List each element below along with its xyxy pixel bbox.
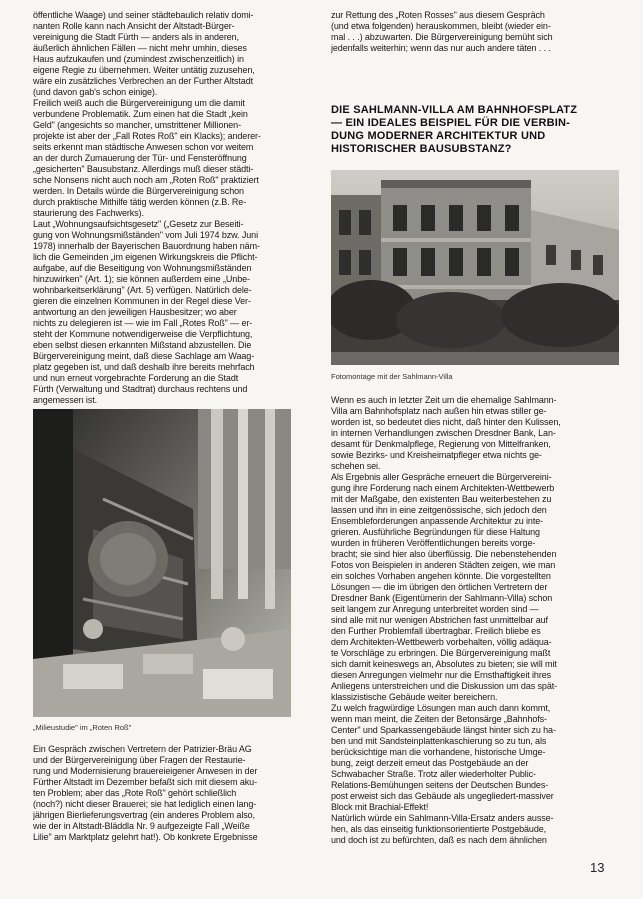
left-top-line: Geld" (angesichts so mancher, umstrittener Millionen- (33, 120, 241, 130)
right-body-line: hen, als das einseitig funktionsorientierte Postgebäude, (331, 824, 547, 834)
page-number: 13 (590, 860, 605, 875)
left-top-line: Laut „Wohnungsaufsichtsgesetz" („Gesetz zur Beseiti- (33, 219, 244, 229)
left-top-line: gung von Wohnungsmißständen" vom Juli 1974 bzw. Juni (33, 230, 258, 240)
right-top-line: mal . . .) abzuwarten. Die Bürgervereinigung bemüht sich (331, 32, 553, 42)
left-top-line: vereinigung die Stadt Fürth — anders als in anderen, (33, 32, 239, 42)
left-top-line: werden. In Details würde die Bürgervereinigung schon (33, 186, 244, 196)
left-top-line: äußerlich ähnlichen Fällen — nicht mehr umhin, dieses (33, 43, 247, 53)
section-heading (331, 104, 616, 156)
right-body-line: Zu welch fragwürdige Lösungen man auch dann kommt, (331, 703, 551, 713)
left-top-line: Bürgervereinigung meint, daß diese Sachlage am Waag- (33, 351, 255, 361)
left-top-line: wohnbarkeitserklärung" (Art. 5) verfügen. Natürlich dele- (33, 285, 252, 295)
left-top-line: hinzuwirken" (Art. 1); sie können außerdem eine „Unbe- (33, 274, 250, 284)
right-column-top-text (331, 10, 611, 54)
right-body-line: sind alle mit nur wenigen Abstrichen fast unmittelbar auf (331, 615, 548, 625)
heading-line: — EIN IDEALES BEISPIEL FÜR DIE VERBIN- (331, 117, 571, 129)
right-top-line: (und etwa folgenden) herauskommen, bleibt (wieder ein- (331, 21, 551, 31)
right-body-line: den Further Problemfall übertragbar. Freilich bliebe es (331, 626, 541, 636)
left-top-line: Fürth (Verwaltung und Stadtrat) durchaus rechtens und (33, 384, 248, 394)
left-top-line: Haus aufzukaufen und (zumindest zwischenzeitlich) in (33, 54, 244, 64)
right-body-line: Schwabacher Straße. Trotz aller wiederholter Public- (331, 769, 536, 779)
right-body-line: Als Ergebnis aller Gespräche erneuert die Bürgervereini- (331, 472, 552, 482)
right-body-line: bung, zeigt derzeit erneut das Postgebäude an der (331, 758, 529, 768)
right-body-line: dem Architekten-Wettbewerb vorbehalten, völlig adäqua- (331, 637, 552, 647)
right-body-line: mit der Maßgabe, den existenten Bau weiterbestehen zu (331, 494, 552, 504)
left-bottom-line: Ein Gespräch zwischen Vertretern der Patrizier-Bräu AG (33, 744, 252, 754)
left-top-line: nichts zu delegieren ist — wie im Fall „Rotes Roß" — er- (33, 318, 253, 328)
villa-photo-caption: Fotomontage mit der Sahlmann-Villa (331, 372, 453, 381)
right-body-line: gung ihre Forderung nach einem Architekten-Wettbewerb (331, 483, 555, 493)
right-body-line: Lösungen — die im übrigen den örtlichen Vertretern der (331, 582, 548, 592)
left-top-line: projekte ist aber der „Fall Rotes Roß" ein Klacks); anderer- (33, 131, 261, 141)
left-top-line: (und davon gab's schon einige). (33, 87, 158, 97)
left-top-line: steht der Kommune notwendigerweise die Verpflichtung, (33, 329, 253, 339)
right-body-line: seit langem zur Anregung unterbreitet worden sind — (331, 604, 539, 614)
left-top-line: antwortung an den jeweiligen Hausbesitzer; wo aber (33, 307, 237, 317)
left-top-line: sche Nonsens nicht auch noch am „Roten Roß" praktiziert (33, 175, 259, 185)
right-body-line: Fotos von Beispielen in anderen Städten zeigen, wie man (331, 560, 556, 570)
right-column-body-text (331, 395, 611, 846)
left-bottom-line: (noch?) nicht dieser Brauerei; sie hat lediglich einen lang- (33, 799, 257, 809)
right-body-line: wenn man meint, die Zeiten der Betonsärge „Bahnhofs- (331, 714, 547, 724)
right-body-line: berücksichtige man die vorhandene, historische Umge- (331, 747, 546, 757)
right-body-line: schehen sei. (331, 461, 381, 471)
left-column-bottom-text (33, 744, 308, 843)
left-bottom-line: wie der in Altstadt-Bläddla Nr. 9 aufgezeigte Fall „Weiße (33, 821, 250, 831)
villa-photo (331, 170, 619, 365)
heading-line: DUNG MODERNER ARCHITEKTUR UND (331, 130, 546, 142)
left-bottom-line: rung und Modernisierung brauereieigener Anwesen in der (33, 766, 258, 776)
left-bottom-line: Fürther Altstadt im Dezember befaßt sich mit diesem aku- (33, 777, 257, 787)
left-top-line: durch praktische Mithilfe tätig werden können (z.B. Re- (33, 197, 247, 207)
right-body-line: in internen Verhandlungen zwischen Dresdner Bank, Lan- (331, 428, 556, 438)
left-top-line: platz gegeben ist, und daß deshalb ihre bereits mehrfach (33, 362, 255, 372)
right-body-line: Natürlich würde ein Sahlmann-Villa-Ersatz anders ausse- (331, 813, 554, 823)
right-body-line: post erweist sich das Gebäude als ungegliedert-massiver (331, 791, 554, 801)
left-bottom-line: ten Problem; aber das „Rote Roß" gehört schließlich (33, 788, 237, 798)
heading-line: DIE SAHLMANN-VILLA AM BAHNHOFSPLATZ (331, 104, 578, 116)
left-top-line: Freilich weiß auch die Bürgervereinigung um die damit (33, 98, 245, 108)
left-top-line: wäre ein zusätzliches Verbrechen an der Further Altstadt (33, 76, 254, 86)
left-top-line: eben selbst diesen erkannten Mißstand abzustellen. Die (33, 340, 252, 350)
right-body-line: klassizistische Gebäude weiter bereichern. (331, 692, 498, 702)
right-body-line: wurden in früheren Veröffentlichungen bereits vorge- (331, 538, 536, 548)
left-top-line: lich die Gemeinden „im eigenen Wirkungskreis die Pflicht- (33, 252, 258, 262)
right-body-line: sowie Bezirks- und Kreisheimatpfleger etwa nichts ge- (331, 450, 542, 460)
right-top-line: jedenfalls weiterhin; wenn das nur auch andere täten . . . (331, 43, 551, 53)
right-top-line: zur Rettung des „Roten Rosses" aus diesem Gespräch (331, 10, 545, 20)
right-body-line: lassen und ihn in eine zeitgenössische, sich jedoch den (331, 505, 547, 515)
left-bottom-line: jährigen Bierlieferungsvertrag (ein anderes Problem also, (33, 810, 255, 820)
left-top-line: öffentliche Waage) und seiner städtebaulich relativ domi- (33, 10, 254, 20)
right-body-line: Ensembleforderungen anpassende Architektur zu inte- (331, 516, 544, 526)
right-body-line: Relations-Bemühungen seitens der Deutschen Bundes- (331, 780, 549, 790)
left-top-line: 1978) innerhalb der Bayerischen Bauordnung haben näm- (33, 241, 260, 251)
left-bottom-line: und der Bürgervereinigung über Fragen der Restaurie- (33, 755, 246, 765)
milieu-photo (33, 409, 291, 717)
right-body-line: Dresdner Bank (Eigentümerin der Sahlmann-Villa) schon (331, 593, 553, 603)
left-bottom-line: Lilie" am Marktplatz gelehrt hat!). Ob konkrete Ergebnisse (33, 832, 258, 842)
right-body-line: Center" und Sparkassengebäude längst hinter sich zu ha- (331, 725, 556, 735)
right-body-line: ein solches Vorhaben angehen könnte. Die vorgestellten (331, 571, 551, 581)
left-top-line: gieren die einzelnen Kommunen in der Regel diese Ver- (33, 296, 251, 306)
right-body-line: und doch ist zu befürchten, daß es nach dem ähnlichen (331, 835, 547, 845)
right-body-line: Wenn es auch in letzter Zeit um die ehemalige Sahlmann- (331, 395, 557, 405)
left-top-line: aufgabe, auf die Beseitigung von Wohnungsmißständen (33, 263, 252, 273)
right-body-line: sich damit keineswegs an, Absolutes zu bieten; sie will mit (331, 659, 557, 669)
right-body-line: te Vorschläge zu erbringen. Die Bürgervereinigung maßt (331, 648, 551, 658)
left-top-line: staurierung des Fachwerks). (33, 208, 144, 218)
left-column-top-text (33, 10, 308, 406)
left-top-line: eigene Regie zu übernehmen. Weiter untätig zuzusehen, (33, 65, 255, 75)
right-body-line: Block mit Brachial-Effekt! (331, 802, 429, 812)
right-body-line: worden ist, so bedeutet dies nicht, daß hinter den Kulissen, (331, 417, 561, 427)
milieu-photo-caption: „Milieustudie" im „Roten Roß" (33, 723, 132, 732)
left-top-line: angemessen ist. (33, 395, 98, 405)
left-top-line: an der durch Zumauerung der Tür- und Fensteröffnung (33, 153, 247, 163)
heading-line: HISTORISCHER BAUSUBSTANZ? (331, 143, 512, 155)
right-body-line: Anliegens unterstreichen und die Diskussion um das spät- (331, 681, 558, 691)
right-body-line: desamt für Denkmalpflege, Regierung von Mittelfranken, (331, 439, 551, 449)
right-body-line: ben und mit Sandsteinplattenkaschierung so zu tun, als (331, 736, 547, 746)
left-top-line: verbundene Problematik. Zum einen hat die Stadt „kein (33, 109, 248, 119)
right-body-line: bracht; sie sind hier also überflüssig. Die nebenstehenden (331, 549, 557, 559)
right-body-line: grieren. Ausführliche Begründungen für diese Haltung (331, 527, 540, 537)
right-body-line: Villa am Bahnhofsplatz nach außen hin etwas stiller ge- (331, 406, 547, 416)
right-body-line: diesen Anregungen vielmehr nur die Ernsthaftigkeit ihres (331, 670, 552, 680)
left-top-line: „gesicherten" Bausubstanz. Allerdings muß dieser städti- (33, 164, 254, 174)
left-top-line: und nun erneut vorgebrachte Forderung an die Stadt (33, 373, 239, 383)
left-top-line: seits erkennt man städtische Anwesen schon vor weitem (33, 142, 254, 152)
left-top-line: nanten Rolle kann nach Ansicht der Altstadt-Bürger- (33, 21, 235, 31)
